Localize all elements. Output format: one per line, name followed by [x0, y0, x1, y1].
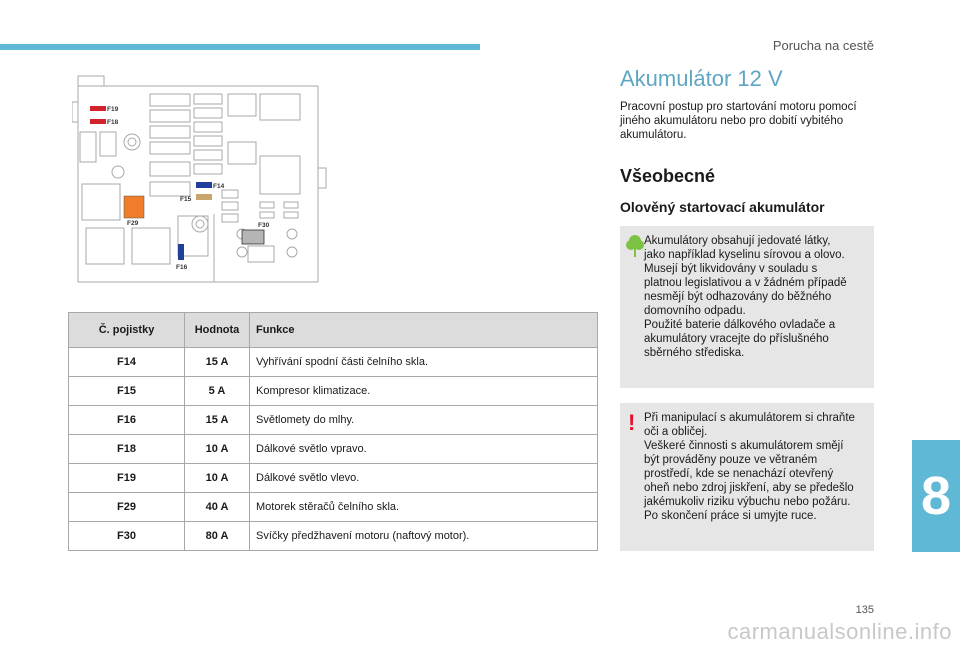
table-row	[69, 522, 598, 551]
watermark: carmanualsonline.info	[727, 619, 952, 644]
fuse-f30	[242, 230, 264, 244]
column-header-fuse: Č. pojistky	[69, 313, 185, 348]
label-f18: F18	[107, 119, 119, 126]
fuse-f18	[90, 119, 106, 124]
function-cell: Svíčky předžhavení motoru (naftový motor).	[250, 522, 598, 551]
value-cell: 10 A	[185, 435, 250, 464]
fuse-cell: F15	[69, 377, 185, 406]
value-cell: 40 A	[185, 493, 250, 522]
fuse-cell: F14	[69, 348, 185, 377]
tree-icon	[626, 234, 644, 258]
label-f15: F15	[180, 196, 192, 203]
fuse-f16	[178, 244, 184, 260]
exclamation-icon: !	[628, 410, 636, 435]
value-cell: 15 A	[185, 348, 250, 377]
fuse-cell: F29	[69, 493, 185, 522]
fuse-table	[68, 312, 598, 551]
header-bar	[0, 44, 480, 50]
environment-note	[620, 226, 874, 388]
subheading-lead-acid: Olověný startovací akumulátor	[620, 199, 825, 215]
function-cell: Motorek stěračů čelního skla.	[250, 493, 598, 522]
environment-note-text: Akumulátory obsahují jedovaté látky, jako například kyselinu sírovou a olovo. Musejí být likvidovány v souladu s platnou legislativou a v žádném případě nesmějí být odhazovány do běžného domovního odpadu. Použité baterie dálkového ovladače a akumulátory vracejte do příslušného sběrného střediska.	[644, 235, 847, 359]
table-row	[69, 377, 598, 406]
table-row	[69, 435, 598, 464]
warning-note-text: Při manipulací s akumulátorem si chraňte oči a obličej. Veškeré činnosti s akumulátorem smějí být prováděny pouze ve větraném prostředí, kde se nenachází otevřený oheň nebo zdroj jiskření, aby se předešlo jakémukoliv riziku výbuchu nebo požáru. Po skončení práce si umyjte ruce.	[644, 412, 855, 522]
column-header-function: Funkce	[250, 313, 598, 348]
fuse-cell: F16	[69, 406, 185, 435]
label-f29: F29	[127, 220, 139, 227]
chapter-title: Porucha na cestě	[772, 38, 874, 53]
fuse-f15	[196, 194, 212, 200]
table-row	[69, 348, 598, 377]
function-cell: Světlomety do mlhy.	[250, 406, 598, 435]
function-cell: Kompresor klimatizace.	[250, 377, 598, 406]
label-f14: F14	[213, 183, 225, 190]
table-header-row	[69, 313, 598, 348]
label-f16: F16	[176, 264, 188, 271]
warning-note	[620, 403, 874, 551]
fuse-cell: F19	[69, 464, 185, 493]
function-cell: Vyhřívání spodní části čelního skla.	[250, 348, 598, 377]
value-cell: 5 A	[185, 377, 250, 406]
table-row	[69, 406, 598, 435]
value-cell: 10 A	[185, 464, 250, 493]
table-row	[69, 464, 598, 493]
section-title: Akumulátor 12 V	[620, 66, 783, 91]
fuse-cell: F30	[69, 522, 185, 551]
page-number: 135	[855, 604, 874, 616]
function-cell: Dálkové světlo vlevo.	[250, 464, 598, 493]
label-f19: F19	[107, 106, 119, 113]
subheading-general: Všeobecné	[620, 166, 716, 186]
function-cell: Dálkové světlo vpravo.	[250, 435, 598, 464]
fuse-cell: F18	[69, 435, 185, 464]
value-cell: 15 A	[185, 406, 250, 435]
chapter-tab: 8	[912, 440, 960, 552]
fuse-f29	[124, 196, 144, 218]
table-row	[69, 493, 598, 522]
label-f30: F30	[258, 222, 270, 229]
fuse-box-diagram	[72, 72, 332, 292]
fuse-f19	[90, 106, 106, 111]
value-cell: 80 A	[185, 522, 250, 551]
fuse-f14	[196, 182, 212, 188]
column-header-value: Hodnota	[185, 313, 250, 348]
intro-paragraph: Pracovní postup pro startování motoru pomocí jiného akumulátoru nebo pro dobití vybitého akumulátoru.	[620, 101, 857, 141]
